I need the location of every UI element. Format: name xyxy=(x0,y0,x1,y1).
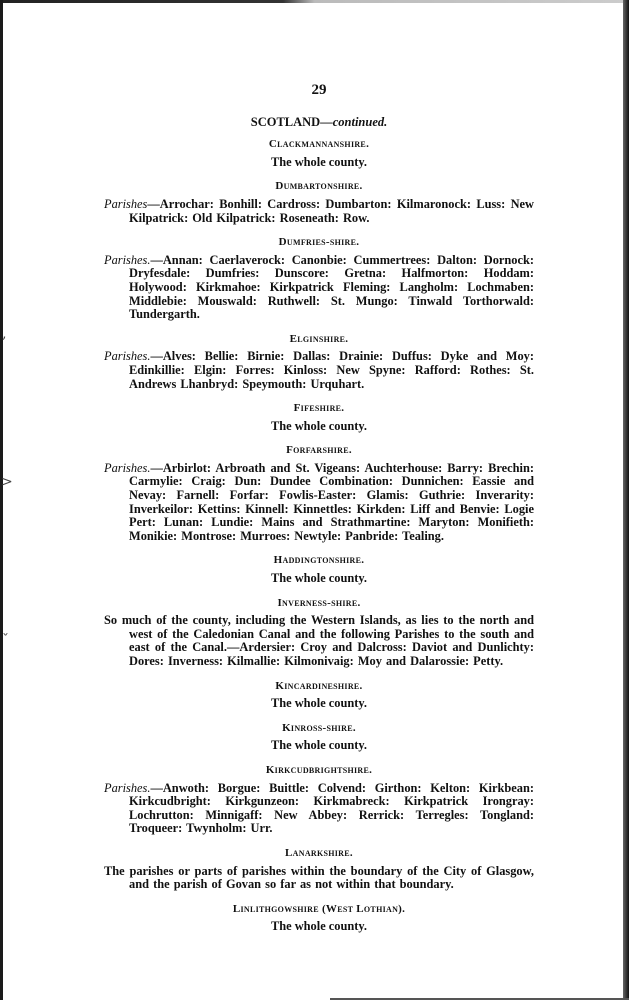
county-heading: Lanarkshire. xyxy=(285,846,353,859)
county-text: The parishes or parts of parishes within the boundary of the City of Glasgow, and the parish of Govan so far as not within that boundary. xyxy=(104,863,534,892)
parishes-list: —Annan: Caerlaverock: Canonbie: Cummertrees: Dalton: Dornock: Dryfesdale: Dumfries: Dunscore: Gretna: Halfmorton: Hoddam: Holywood: Kirkmahoe: Kirkpatrick Fleming: Langholm: Lochmaben: Middlebie: Mouswald: Ruthwell: St. Mungo: Tinwald Torthorwald: Tundergarth. xyxy=(129,252,534,322)
county-heading: Dumfries-shire. xyxy=(278,236,360,249)
county-text: The whole county. xyxy=(270,919,368,934)
county-heading: Elginshire. xyxy=(289,332,349,345)
parishes-list: —Anwoth: Borgue: Buittle: Colvend: Girthon: Kelton: Kirkbean: Kirkcudbright: Kirkgunzeon: Kirkmabreck: Kirkpatrick Irongray: Lochrutton: Minnigaff: New Abbey: Rerrick: Terregles: Tongland: Troqueer: Twynholm: Urr. xyxy=(129,780,534,836)
county-text: So much of the county, including the Western Islands, as lies to the north and west of the Caledonian Canal and the following Parishes to the south and east of the Canal.—Ardersier: Croy and Dalcross: Daviot and Dunlichty: Dores: Inverness: Kilmallie: Kilmonivaig: Moy and Dalarossie: Petty. xyxy=(104,613,534,668)
county-parishes xyxy=(104,350,534,391)
county-parishes xyxy=(104,782,534,836)
county-text: The whole county. xyxy=(270,696,368,711)
county-parishes xyxy=(104,254,534,322)
county-heading: Kirkcudbrightshire. xyxy=(265,763,373,776)
scan-edge-top xyxy=(0,0,629,3)
county-heading: Clackmannanshire. xyxy=(268,138,370,151)
parishes-label: Parishes xyxy=(104,196,148,211)
parishes-label: Parishes. xyxy=(104,460,151,475)
margin-mark: > xyxy=(1,474,13,490)
county-heading: Haddingtonshire. xyxy=(273,554,365,567)
scan-edge-left xyxy=(0,0,3,1000)
parishes-label: Parishes. xyxy=(104,252,151,267)
parishes-list: —Alves: Bellie: Birnie: Dallas: Drainie: Duffus: Dyke and Moy: Edinkillie: Elgin: Forres: Kinloss: New Spyne: Rafford: Rothes: St. Andrews Lhanbryd: Speymouth: Urquhart. xyxy=(129,349,534,391)
county-text: The whole county. xyxy=(270,154,368,169)
parishes-label: Parishes. xyxy=(104,349,151,364)
margin-mark: ˇ xyxy=(2,632,9,648)
page-number: 29 xyxy=(311,82,327,98)
county-heading: Inverness-shire. xyxy=(277,596,361,609)
parishes-list: —Arrochar: Bonhill: Cardross: Dumbarton: Kilmaronock: Luss: New Kilpatrick: Old Kilpatrick: Roseneath: Row. xyxy=(129,196,534,225)
margin-mark: ‚ xyxy=(2,326,7,342)
county-text: The whole county. xyxy=(270,571,368,586)
section-title-suffix: —continued. xyxy=(320,114,388,129)
county-heading: Kinross-shire. xyxy=(282,721,356,734)
section-title xyxy=(104,116,534,130)
county-heading: Forfarshire. xyxy=(286,444,352,457)
parishes-list: —Arbirlot: Arbroath and St. Vigeans: Auchterhouse: Barry: Brechin: Carmylie: Craig: Dun: Dundee Combination: Dunnichen: Eassie and Nevay: Farnell: Forfar: Fowlis-Easter: Glamis: Guthrie: Inverarity: Inverkeilor: Kettins: Kinnell: Kinnettles: Kirkden: Liff and Benvie: Logie Pert: Lunan: Lundie: Mains and Strathmartine: Maryton: Monifieth: Monikie: Montrose: Murroes: Newtyle: Panbride: Tealing. xyxy=(129,460,534,543)
county-text: The whole county. xyxy=(270,738,368,753)
county-heading: Kincardineshire. xyxy=(275,679,363,692)
county-heading: Fifeshire. xyxy=(293,402,345,415)
section-title-text: SCOTLAND xyxy=(250,114,321,129)
county-parishes xyxy=(104,462,534,544)
county-text: The whole county. xyxy=(270,418,368,433)
parishes-label: Parishes. xyxy=(104,780,151,795)
county-heading: Dumbartonshire. xyxy=(275,180,363,193)
document-page xyxy=(104,84,534,945)
county-heading: Linlithgowshire (West Lothian). xyxy=(232,902,406,915)
county-parishes xyxy=(104,198,534,225)
scan-edge-right xyxy=(623,0,629,1000)
